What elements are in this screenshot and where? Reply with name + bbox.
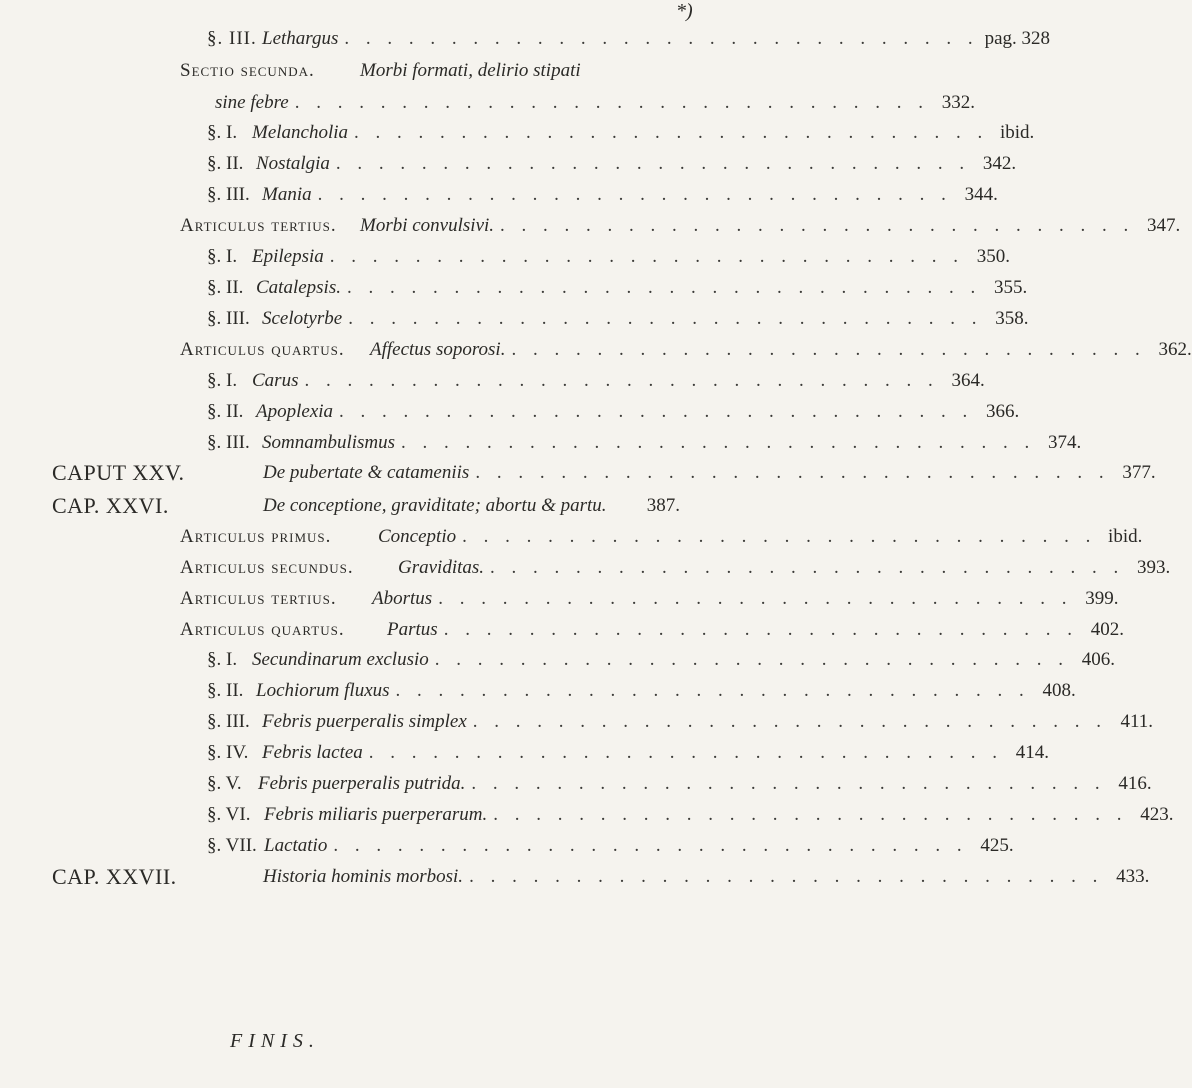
toc-page-number: 350.	[976, 246, 1011, 267]
toc-title: Partus	[387, 619, 438, 640]
dot-leader: . . . . . . . . . . . . . . . . . . . . . . . . . . . . . .	[333, 835, 968, 856]
toc-page-number: ibid.	[1108, 526, 1143, 547]
dot-leader: . . . . . . . . . . . . . . . . . . . . . . . . . . . . . .	[368, 742, 1004, 763]
toc-entry	[378, 522, 1143, 552]
toc-section-label: §. II.	[207, 277, 244, 298]
toc-row	[0, 180, 998, 210]
toc-section-label: §. IV.	[207, 742, 249, 763]
toc-section-label: §. III.	[207, 308, 250, 329]
toc-section-label: Articulus quartus.	[180, 619, 345, 640]
toc-section-label: §. III.	[207, 432, 250, 453]
toc-entry	[398, 553, 1171, 583]
dot-leader: . . . . . . . . . . . . . . . . . . . . . . . . . . . . . .	[434, 649, 1070, 670]
toc-section-label: Sectio secunda.	[180, 60, 315, 81]
toc-row	[0, 428, 1082, 458]
toc-entry	[360, 56, 680, 86]
toc-section-label: Articulus tertius.	[180, 215, 337, 236]
toc-entry	[262, 304, 1029, 334]
toc-title: Carus	[252, 370, 299, 391]
toc-row	[0, 553, 1171, 583]
toc-title: Affectus soporosi.	[370, 339, 506, 360]
toc-section-label: CAP. XXVI.	[52, 493, 169, 518]
toc-section-label: CAP. XXVII.	[52, 864, 177, 889]
toc-row	[0, 615, 1124, 645]
toc-section-label: CAPUT XXV.	[52, 460, 185, 485]
toc-section-label: Articulus secundus.	[180, 557, 354, 578]
dot-leader: . . . . . . . . . . . . . . . . . . . . . . . . . . . . . .	[471, 773, 1106, 794]
toc-row	[0, 769, 1152, 799]
toc-page-number: 393.	[1137, 557, 1171, 578]
toc-row	[0, 800, 1174, 830]
toc-title: Apoplexia	[256, 401, 334, 422]
toc-page-number: ibid.	[999, 122, 1035, 143]
toc-row	[0, 149, 1017, 179]
toc-row	[0, 273, 1028, 303]
toc-page-number: 366.	[986, 401, 1020, 422]
toc-entry	[262, 180, 998, 210]
dot-leader: . . . . . . . . . . . . . . . . . . . . . . . . . . . . . .	[472, 711, 1108, 732]
page-signature: *)	[676, 0, 693, 22]
toc-entry	[387, 615, 1124, 645]
toc-entry	[263, 491, 680, 521]
toc-section-label: §. VI.	[207, 804, 251, 825]
toc-title: Graviditas.	[398, 557, 485, 578]
toc-page-number: 408.	[1042, 680, 1076, 701]
toc-title: Melancholia	[252, 122, 349, 143]
toc-row	[0, 211, 1181, 241]
toc-entry	[372, 584, 1119, 614]
toc-page-number: 355.	[993, 277, 1028, 298]
toc-section-label: §. I.	[207, 246, 238, 267]
toc-page-number: 406.	[1081, 649, 1116, 670]
dot-leader: . . . . . . . . . . . . . . . . . . . . . . . . . . . . . .	[490, 557, 1125, 578]
dot-leader: . . . . . . . . . . . . . . . . . . . . . . . . . . . . . .	[395, 680, 1030, 701]
dot-leader: . . . . . . . . . . . . . . . . . . . . . . . . . . . . . .	[511, 339, 1146, 360]
dot-leader: . . . . . . . . . . . . . . . . . . . . . . . . . . . . . .	[294, 92, 929, 113]
toc-entry	[256, 676, 1076, 706]
toc-row	[0, 304, 1029, 334]
toc-page-number: 414.	[1015, 742, 1050, 763]
toc-entry	[262, 707, 1154, 737]
finis-text: FINIS.	[230, 1030, 320, 1052]
toc-entry	[263, 862, 1150, 892]
toc-entry	[262, 738, 1050, 768]
toc-title: Morbi convulsivi.	[360, 215, 495, 236]
toc-entry	[262, 24, 1051, 54]
dot-leader: . . . . . . . . . . . . . . . . . . . . . . . . . . . . . .	[438, 588, 1073, 609]
toc-section-label: §. VII.	[207, 835, 257, 856]
toc-title: Historia hominis morbosi.	[263, 866, 464, 887]
dot-leader: . . . . . . . . . . . . . . . . . . . . . . . . . . . . . .	[346, 277, 982, 298]
toc-entry	[360, 211, 1181, 241]
toc-page-number: 347.	[1147, 215, 1181, 236]
dot-leader: . . . . . . . . . . . . . . . . . . . . . . . . . . . . . .	[339, 401, 974, 422]
toc-title: Secundinarum exclusio	[252, 649, 429, 670]
toc-entry	[256, 273, 1028, 303]
dot-leader: . . . . . . . . . . . . . . . . . . . . . . . . . . . . . .	[462, 526, 1097, 547]
toc-title: De conceptione, graviditate; abortu & partu.	[263, 495, 607, 516]
toc-section-label: §. II.	[207, 153, 244, 174]
toc-section-label: §. I.	[207, 649, 238, 670]
toc-section-label: Articulus tertius.	[180, 588, 337, 609]
toc-row	[0, 738, 1050, 768]
toc-row	[0, 397, 1020, 427]
dot-leader: . . . . . . . . . . . . . . . . . . . . . . . . . . . . . .	[475, 462, 1110, 483]
toc-row	[0, 88, 975, 118]
toc-row	[0, 24, 1051, 54]
toc-page-number: 423.	[1140, 804, 1174, 825]
toc-entry	[252, 242, 1011, 272]
toc-entry	[263, 458, 1156, 488]
toc-section-label: Articulus primus.	[180, 526, 332, 547]
toc-row	[0, 584, 1119, 614]
dot-leader: . . . . . . . . . . . . . . . . . . . . . . . . . . . . . .	[354, 122, 989, 143]
dot-leader: . . . . . . . . . . . . . . . . . . . . . . . . . . . . . .	[348, 308, 983, 329]
toc-entry	[258, 769, 1152, 799]
toc-title: De pubertate & catameniis	[263, 462, 470, 483]
toc-page-number: 416.	[1118, 773, 1152, 794]
toc-title: Febris lactea	[262, 742, 363, 763]
toc-row	[0, 491, 800, 521]
toc-page-number: 332.	[941, 92, 975, 113]
toc-row	[0, 862, 1150, 892]
toc-row	[0, 676, 1076, 706]
toc-title: Conceptio	[378, 526, 457, 547]
toc-title: Morbi formati, delirio stipati	[360, 60, 581, 81]
dot-leader: . . . . . . . . . . . . . . . . . . . . . . . . . . . . . .	[344, 28, 979, 49]
toc-entry	[252, 366, 985, 396]
toc-row	[0, 645, 1116, 675]
toc-entry	[252, 645, 1116, 675]
toc-page-number: 411.	[1120, 711, 1154, 732]
toc-row	[0, 458, 1156, 488]
toc-section-label: §. II.	[207, 680, 244, 701]
toc-title: sine febre	[215, 92, 289, 113]
toc-section-label: §. III.	[207, 28, 257, 49]
toc-section-label: §. I.	[207, 122, 238, 143]
toc-section-label: §. III.	[207, 184, 250, 205]
toc-page-number: 342.	[982, 153, 1017, 174]
toc-section-label: §. V.	[207, 773, 242, 794]
toc-entry	[264, 831, 1014, 861]
toc-page-number: 362.	[1158, 339, 1192, 360]
toc-row	[0, 335, 1192, 365]
dot-leader: . . . . . . . . . . . . . . . . . . . . . . . . . . . . . .	[329, 246, 965, 267]
dot-leader: . . . . . . . . . . . . . . . . . . . . . . . . . . . . . .	[317, 184, 952, 205]
toc-page-number: pag. 328	[984, 28, 1051, 49]
dot-leader: . . . . . . . . . . . . . . . . . . . . . . . . . . . . . .	[443, 619, 1078, 640]
toc-row	[0, 118, 1035, 148]
toc-page-number: 425.	[980, 835, 1014, 856]
dot-leader: . . . . . . . . . . . . . . . . . . . . . . . . . . . . . .	[493, 804, 1128, 825]
toc-entry	[256, 149, 1017, 179]
toc-page-number: 374.	[1048, 432, 1082, 453]
toc-entry	[264, 800, 1174, 830]
toc-section-label: §. I.	[207, 370, 238, 391]
toc-page-number: 402.	[1090, 619, 1124, 640]
toc-page-number: 377.	[1122, 462, 1156, 483]
toc-page-number: 344.	[964, 184, 998, 205]
toc-title: Abortus	[372, 588, 433, 609]
toc-entry	[262, 428, 1082, 458]
toc-entry	[215, 88, 975, 118]
toc-row	[0, 242, 1011, 272]
toc-section-label: Articulus quartus.	[180, 339, 345, 360]
toc-row	[0, 366, 985, 396]
toc-page-number: 358.	[995, 308, 1029, 329]
toc-page-number: 399.	[1085, 588, 1119, 609]
toc-section-label: §. II.	[207, 401, 244, 422]
dot-leader: . . . . . . . . . . . . . . . . . . . . . . . . . . . . . .	[304, 370, 939, 391]
toc-page-number: 387.	[646, 495, 680, 516]
dot-leader: . . . . . . . . . . . . . . . . . . . . . . . . . . . . . .	[500, 215, 1135, 236]
toc-title: Febris miliaris puerperarum.	[264, 804, 488, 825]
toc-entry	[252, 118, 1035, 148]
toc-page-number: 364.	[951, 370, 985, 391]
toc-title: Lochiorum fluxus	[256, 680, 390, 701]
toc-section-label: §. III.	[207, 711, 250, 732]
toc-entry	[370, 335, 1192, 365]
toc-row	[0, 522, 1143, 552]
toc-title: Epilepsia	[252, 246, 324, 267]
toc-title: Febris puerperalis putrida.	[258, 773, 466, 794]
toc-title: Catalepsis.	[256, 277, 341, 298]
dot-leader: . . . . . . . . . . . . . . . . . . . . . . . . . . . . . .	[335, 153, 971, 174]
dot-leader: . . . . . . . . . . . . . . . . . . . . . . . . . . . . . .	[469, 866, 1104, 887]
toc-title: Scelotyrbe	[262, 308, 343, 329]
toc-row	[0, 831, 1014, 861]
toc-title: Mania	[262, 184, 312, 205]
dot-leader: . . . . . . . . . . . . . . . . . . . . . . . . . . . . . .	[401, 432, 1036, 453]
toc-row	[0, 56, 800, 86]
toc-title: Febris puerperalis simplex	[262, 711, 467, 732]
toc-page-number: 433.	[1116, 866, 1150, 887]
toc-row	[0, 707, 1154, 737]
toc-title: Lactatio	[264, 835, 328, 856]
toc-title: Nostalgia	[256, 153, 330, 174]
toc-entry	[256, 397, 1020, 427]
toc-title: Somnambulismus	[262, 432, 396, 453]
toc-title: Lethargus	[262, 28, 339, 49]
